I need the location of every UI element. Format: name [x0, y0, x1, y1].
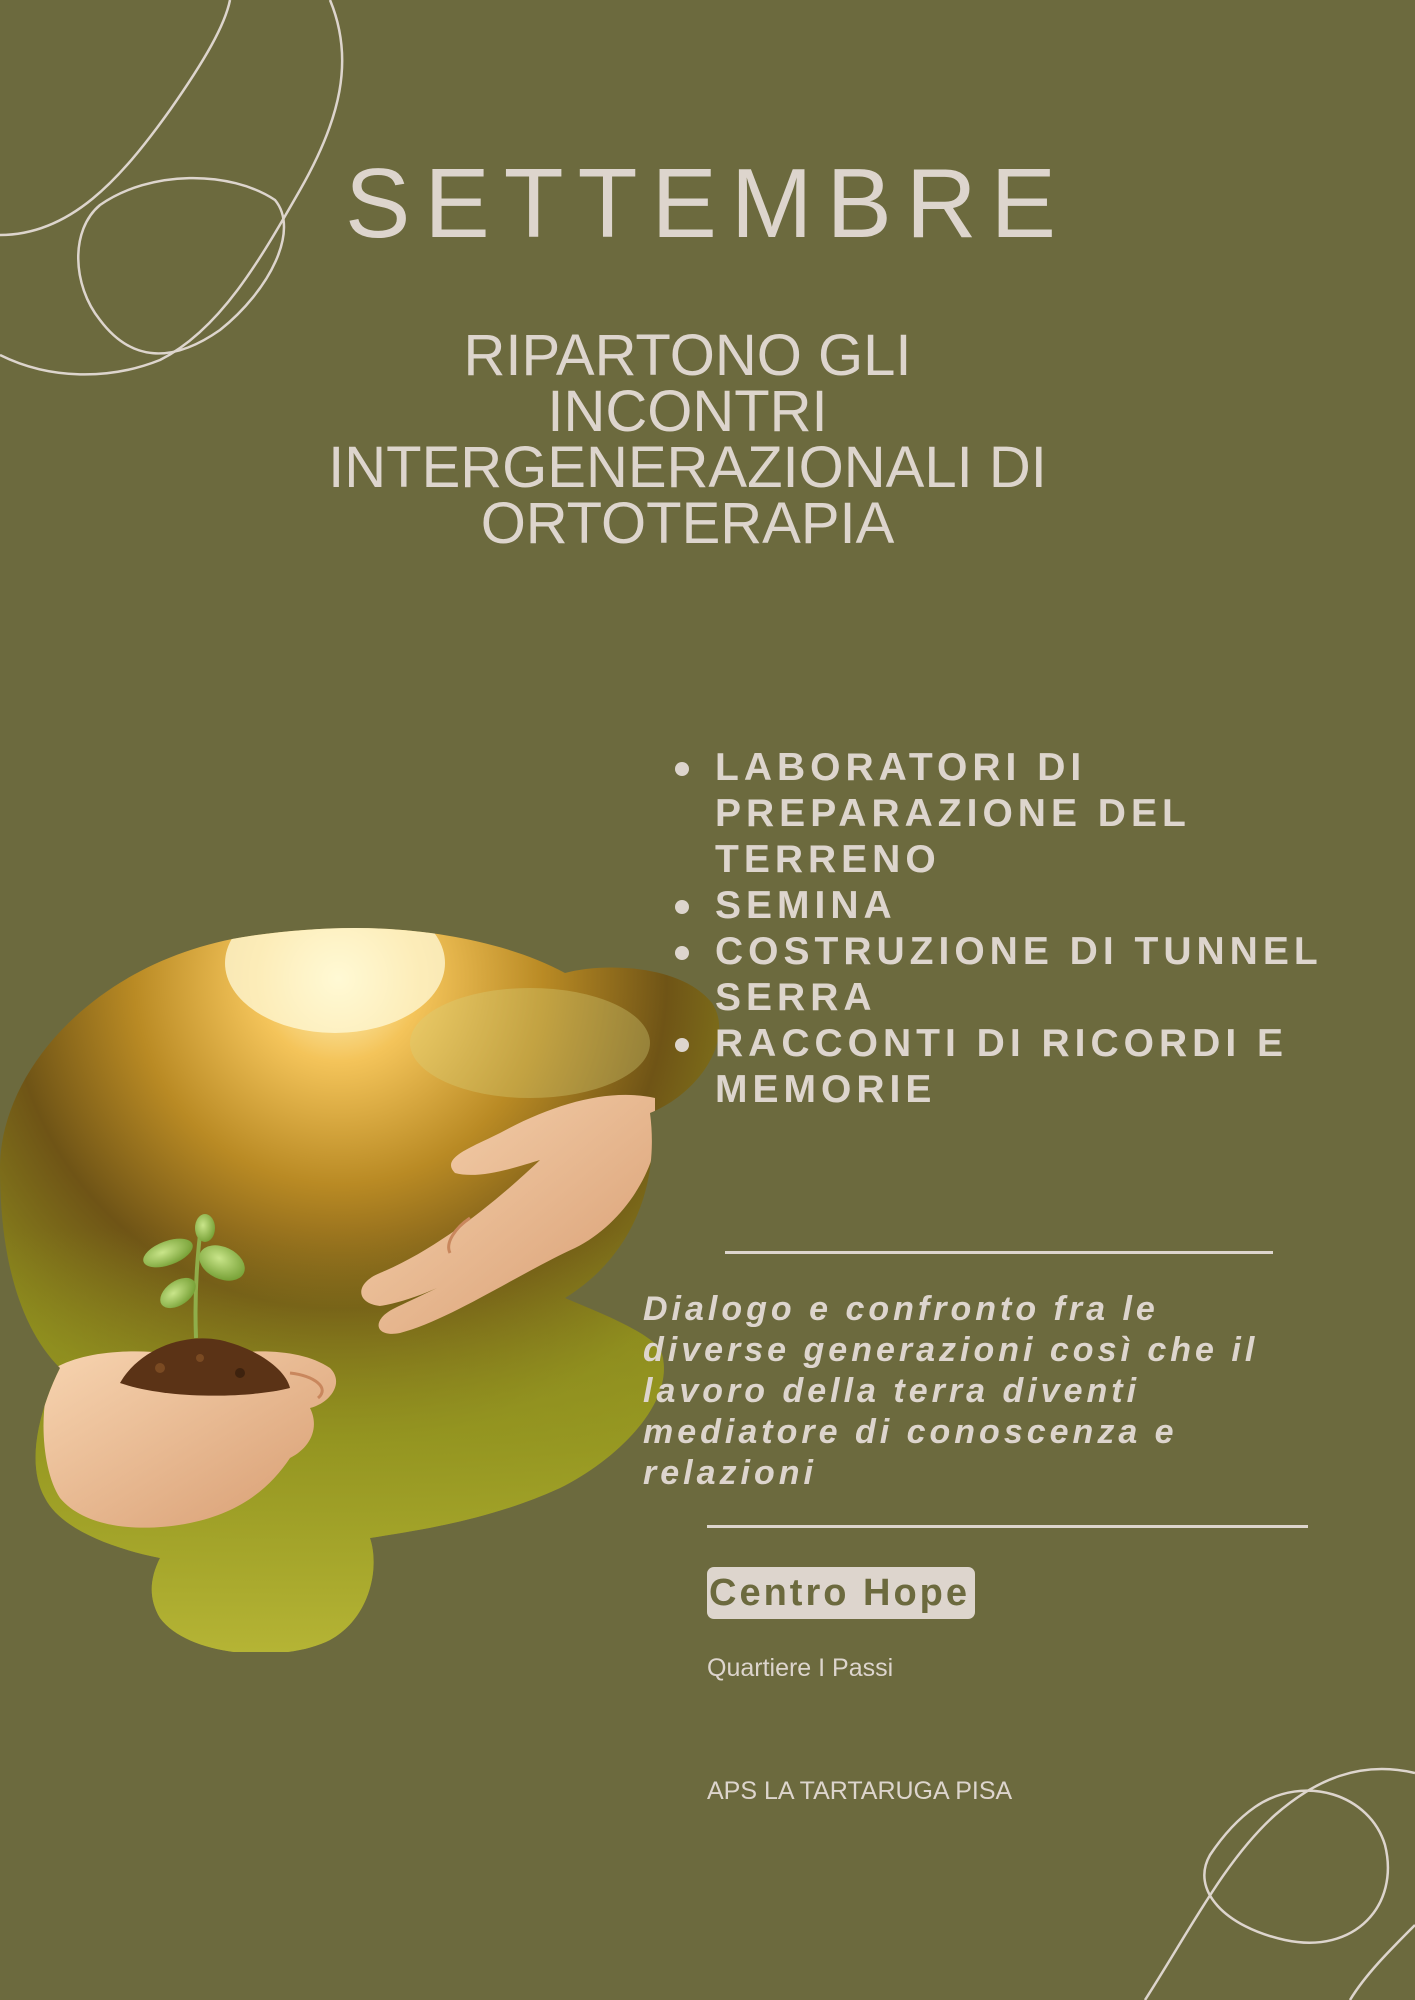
bullet-icon: [675, 1038, 689, 1052]
divider: [725, 1251, 1273, 1254]
page-title: SETTEMBRE: [345, 148, 1070, 258]
bullet-icon: [675, 762, 689, 776]
subtitle-line: RIPARTONO GLI: [463, 323, 912, 388]
organization-label: APS LA TARTARUGA PISA: [707, 1777, 1013, 1805]
list-item: SEMINA: [665, 883, 1385, 929]
list-item: RACCONTI DI RICORDI E MEMORIE: [665, 1021, 1385, 1113]
tagline: Dialogo e confronto fra le diverse generazioni così che il lavoro della terra diventi mediatore di conoscenza e relazioni: [643, 1290, 1259, 1492]
list-item: COSTRUZIONE DI TUNNEL SERRA: [665, 929, 1385, 1021]
neighborhood-label: Quartiere I Passi: [707, 1654, 894, 1682]
bullet-icon: [675, 946, 689, 960]
subtitle: [260, 323, 1115, 556]
seedling-hands-photo: [0, 928, 720, 1652]
subtitle-line: INCONTRI: [547, 379, 828, 444]
decorative-lines-bottom-right: [1135, 1755, 1415, 2000]
subtitle-line: INTERGENERAZIONALI DI: [328, 435, 1047, 500]
bullet-icon: [675, 900, 689, 914]
list-item: LABORATORI DI PREPARAZIONE DEL TERRENO: [665, 745, 1385, 883]
activity-list: [665, 745, 1385, 1113]
venue-badge: Centro Hope: [707, 1567, 975, 1619]
subtitle-line: ORTOTERAPIA: [480, 491, 895, 556]
divider: [707, 1525, 1308, 1528]
